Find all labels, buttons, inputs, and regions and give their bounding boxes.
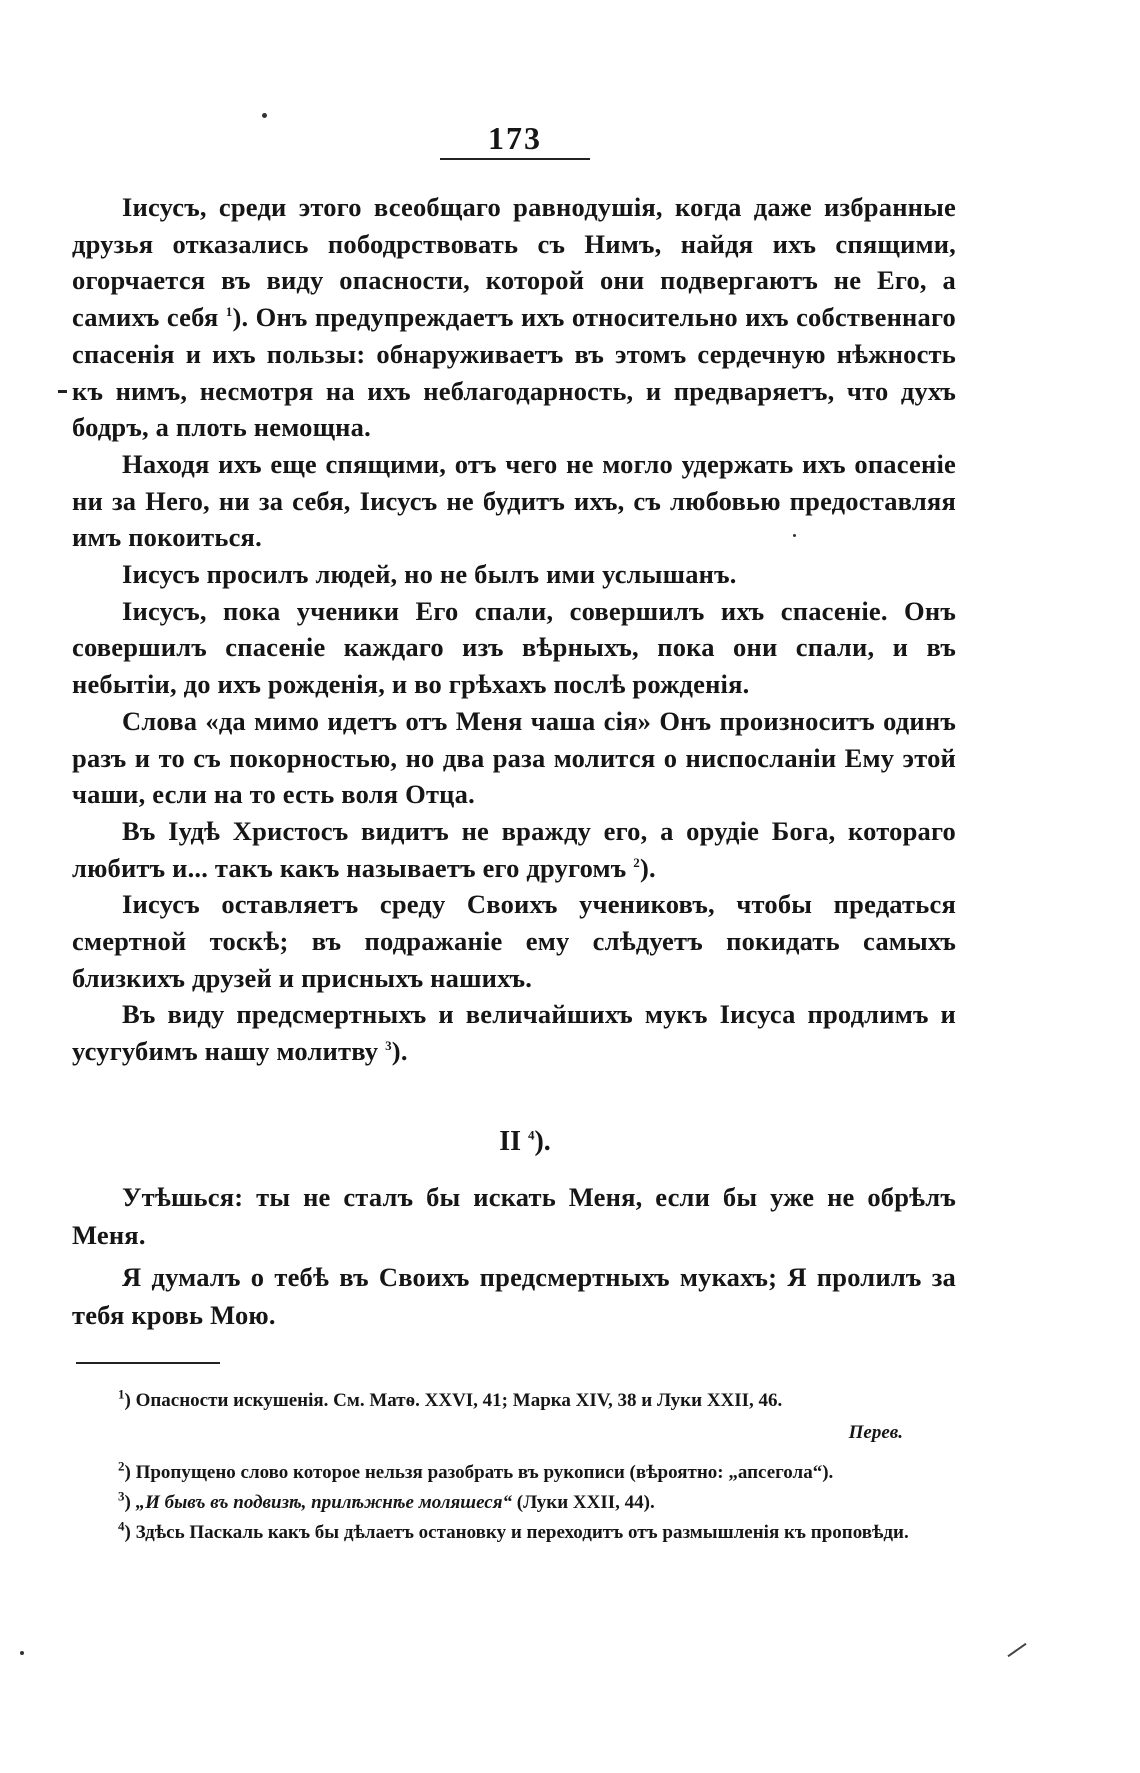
paragraph: Iисусъ, среди этого всеобщаго равнодушія, когда даже избранные друзья отказались пободрствовать съ Нимъ, найдя ихъ спящими, огорчается въ виду опасности, которой они подвергаютъ не Его, а самихъ себя $^1$). Онъ предупреждаетъ ихъ относительно ихъ собственнаго спасенія и ихъ пользы: обнаруживаетъ въ этомъ сердечную нѣжность къ нимъ, несмотря на ихъ неблагодарность, и предваряетъ, что духъ бодръ, а плоть немощна. bbox=[72, 192, 957, 443]
paragraph: Iисусъ оставляетъ среду Своихъ учениковъ, чтобы предаться смертной тоскѣ; въ подражаніе ему слѣдуетъ покидать самыхъ близкихъ друзей и присныхъ нашихъ. bbox=[72, 889, 956, 993]
footnote-reference-1: 1 bbox=[225, 304, 233, 320]
margin-scratch bbox=[1007, 1643, 1026, 1657]
margin-mark bbox=[58, 390, 67, 393]
paragraph: Iисусъ просилъ людей, но не былъ ими услышанъ. bbox=[122, 559, 737, 590]
paragraph: Я думалъ о тебѣ въ Своихъ предсмертныхъ мукахъ; Я пролилъ за тебя кровь Мою. bbox=[72, 1262, 956, 1330]
paragraph: Iисусъ, пока ученики Его спали, совершилъ ихъ спасеніе. Онъ совершилъ спасеніе каждаго изъ вѣрныхъ, пока они спали, и въ небытіи, до ихъ рожденія, и во грѣхахъ послѣ рожденія. bbox=[72, 595, 956, 700]
footnote-reference-3: 3 bbox=[385, 1038, 392, 1054]
footnote-reference-2: 2 bbox=[633, 854, 640, 870]
section-text bbox=[72, 1178, 956, 1338]
body-text bbox=[72, 189, 956, 1070]
footnote-reference-4: 4 bbox=[527, 1127, 535, 1143]
paragraph: Въ виду предсмертныхъ и величайшихъ мукъ Iисуса продлимъ и усугубимъ нашу молитву $^3$). bbox=[72, 999, 956, 1067]
ink-speck bbox=[262, 113, 267, 118]
footnote-1: $^1$) Опасности искушенія. См. Матѳ. XXVI, 41; Марка XIV, 38 и Луки XXII, 46. bbox=[118, 1386, 783, 1411]
paragraph: Слова «да мимо идетъ отъ Меня чаша сія» Онъ произноситъ одинъ разъ и то съ покорностью, но два раза молится о ниспосланіи Ему этой чаши, если на то есть воля Отца. bbox=[72, 705, 956, 810]
page-number-rule bbox=[440, 158, 590, 160]
footnote-2: $^2$) Пропущено слово которое нельзя разобрать въ рукописи (вѣроятно: „апсегола“). bbox=[118, 1458, 834, 1483]
page-number: 173 bbox=[488, 120, 542, 156]
paragraph: Въ Iудѣ Христосъ видитъ не вражду его, а орудіе Бога, котораго любитъ и... такъ какъ называетъ его другомъ $^2$). bbox=[72, 815, 956, 883]
paragraph: Находя ихъ еще спящими, отъ чего не могло удержать ихъ опасеніе ни за Него, ни за себя, Iисусъ не будитъ ихъ, съ любовью предоставляя имъ покоиться. bbox=[72, 448, 956, 553]
ink-speck bbox=[20, 1651, 24, 1655]
footnote-separator bbox=[76, 1362, 220, 1364]
section-heading: II $^4$). bbox=[499, 1126, 551, 1157]
footnote-3: $^3$) „И бывъ въ подвизѣ, прилѣжнѣе моляшеся“ (Луки XXII, 44). bbox=[118, 1488, 655, 1513]
paragraph: Утѣшься: ты не сталъ бы искать Меня, если бы уже не обрѣлъ Меня. bbox=[72, 1182, 956, 1250]
translator-note: Перев. bbox=[848, 1422, 903, 1443]
footnote-4: $^4$) Здѣсь Паскаль какъ бы дѣлаетъ остановку и переходитъ отъ размышленія къ проповѣди. bbox=[118, 1518, 909, 1543]
footnotes bbox=[78, 1386, 958, 1548]
